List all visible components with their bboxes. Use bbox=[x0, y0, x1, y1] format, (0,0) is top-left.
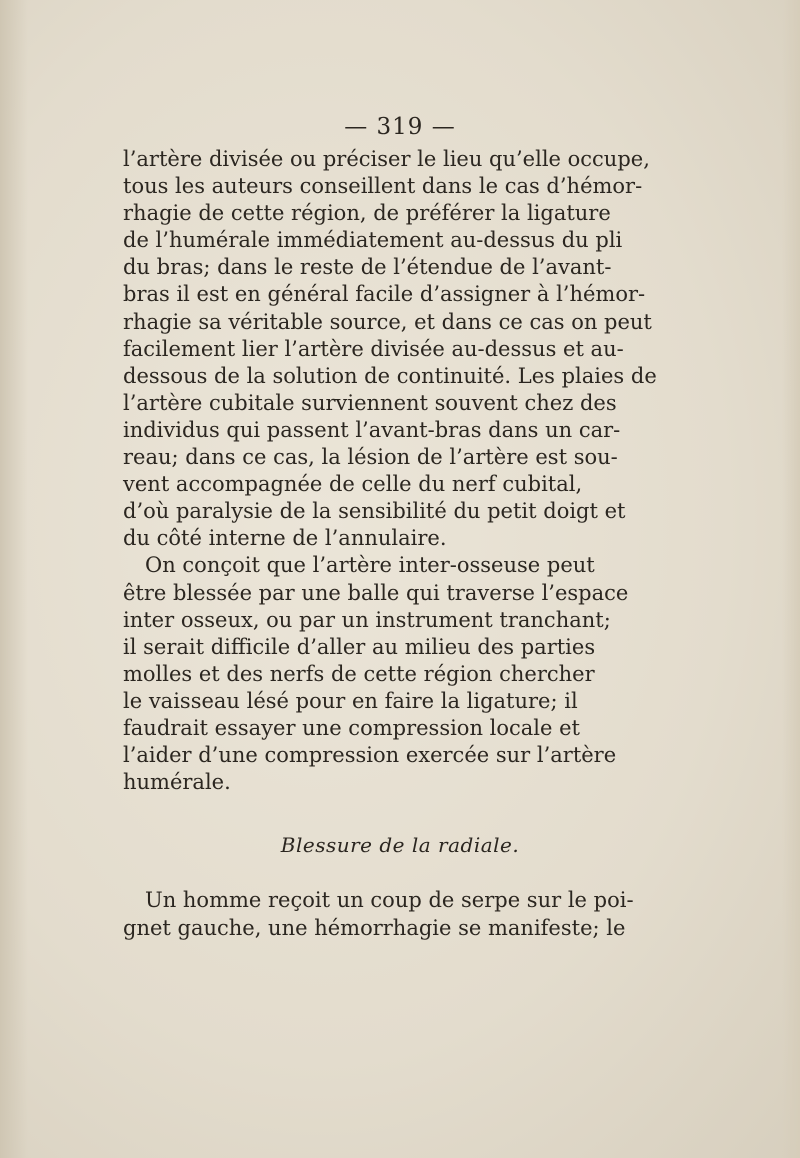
text-line: bras il est en général facile d’assigner à l’hémor- bbox=[123, 282, 646, 307]
text-line: gnet gauche, une hémorrhagie se manifeste; le bbox=[123, 916, 626, 940]
text-line: dessous de la solution de continuité. Les plaies de bbox=[123, 363, 657, 388]
text-line: facilement lier l’artère divisée au-dessus et au- bbox=[123, 336, 624, 361]
text-line: individus qui passent l’avant-bras dans un car- bbox=[123, 417, 621, 442]
text-line: l’artère cubitale surviennent souvent chez des bbox=[123, 390, 617, 415]
text-line: il serait difficile d’aller au milieu des parties bbox=[123, 634, 596, 659]
text-line: tous les auteurs conseillent dans le cas d’hémor- bbox=[123, 174, 643, 199]
text-line: molles et des nerfs de cette région chercher bbox=[123, 661, 595, 686]
page-shadow-right bbox=[782, 0, 800, 1158]
text-line: du côté interne de l’annulaire. bbox=[123, 526, 447, 551]
text-line: vent accompagnée de celle du nerf cubital, bbox=[123, 472, 583, 497]
text-line: d’où paralysie de la sensibilité du petit doigt et bbox=[123, 499, 626, 524]
text-line: faudrait essayer une compression locale et bbox=[123, 715, 580, 740]
text-line: être blessée par une balle qui traverse l’espace bbox=[123, 580, 629, 605]
text-line: humérale. bbox=[123, 770, 231, 795]
text-line: Un homme reçoit un coup de serpe sur le poi- bbox=[145, 888, 634, 912]
text-line: de l’humérale immédiatement au-dessus du pli bbox=[123, 228, 623, 253]
text-line: On conçoit que l’artère inter-osseuse peut bbox=[145, 553, 595, 578]
page-number: — 319 — bbox=[344, 114, 456, 140]
paragraph-3 bbox=[123, 886, 634, 942]
paragraph-1 bbox=[123, 146, 657, 552]
text-line: du bras; dans le reste de l’étendue de l’avant- bbox=[123, 255, 612, 280]
section-heading: Blessure de la radiale. bbox=[280, 833, 520, 857]
paragraph-2 bbox=[123, 552, 629, 796]
text-block bbox=[123, 146, 657, 796]
text-line: rhagie de cette région, de préférer la ligature bbox=[123, 201, 611, 226]
text-line: reau; dans ce cas, la lésion de l’artère est sou- bbox=[123, 445, 618, 470]
text-line: l’aider d’une compression exercée sur l’artère bbox=[123, 743, 617, 768]
page-shadow-left bbox=[0, 0, 28, 1158]
text-line: rhagie sa véritable source, et dans ce cas on peut bbox=[123, 309, 652, 334]
text-line: inter osseux, ou par un instrument tranchant; bbox=[123, 607, 611, 632]
text-line: l’artère divisée ou préciser le lieu qu’elle occupe, bbox=[123, 147, 650, 171]
text-line: le vaisseau lésé pour en faire la ligature; il bbox=[123, 688, 578, 713]
